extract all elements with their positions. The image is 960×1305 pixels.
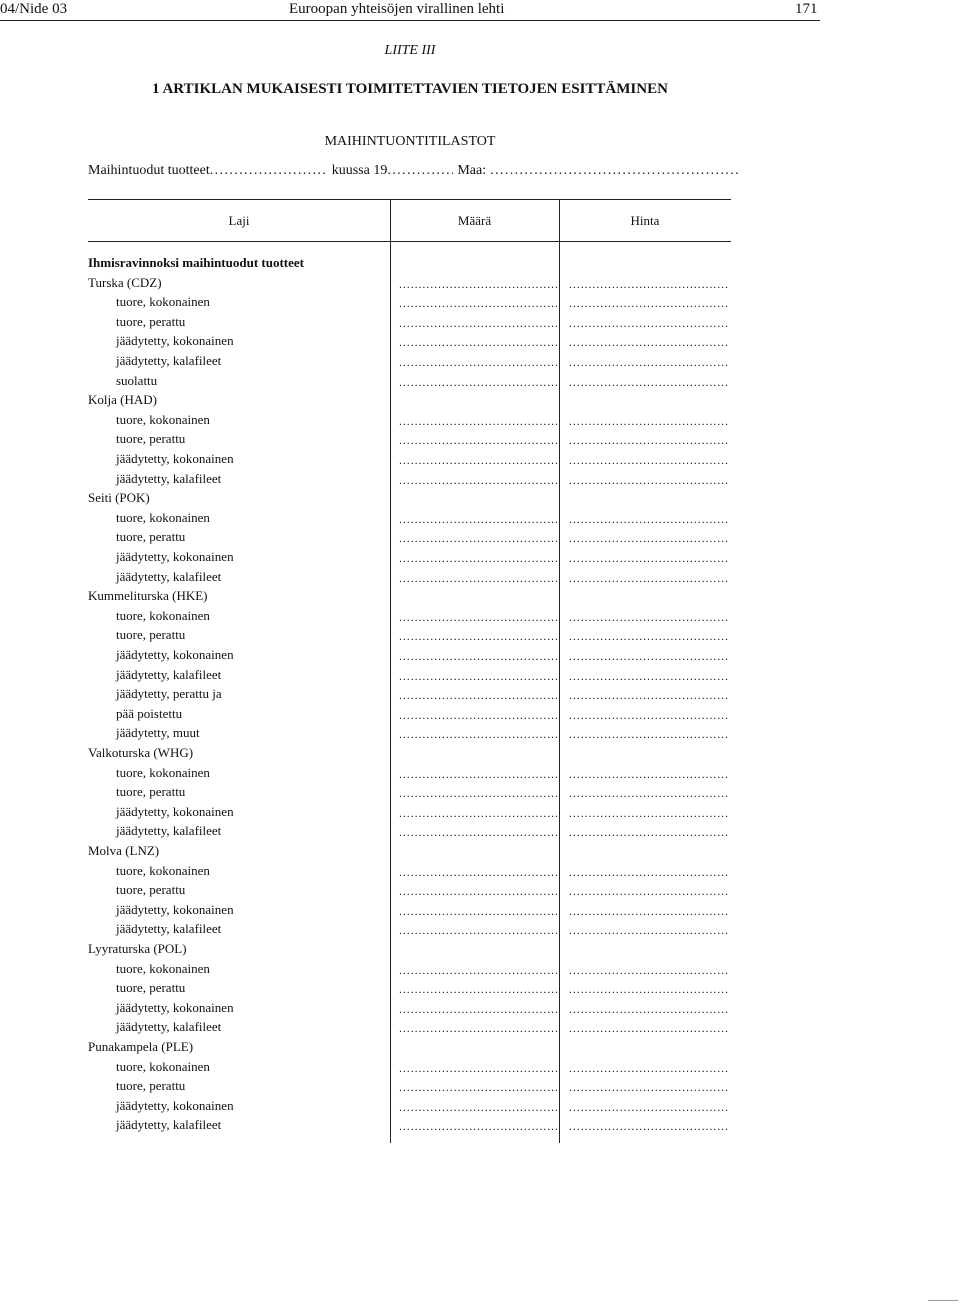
price-field[interactable] (569, 865, 729, 879)
document-subtitle: MAIHINTUONTITILASTOT (324, 134, 496, 149)
page-mark (928, 1300, 958, 1301)
quantity-field[interactable] (399, 551, 557, 565)
row-label: tuore, perattu (116, 529, 186, 545)
row-label: jäädytetty, muut (116, 725, 200, 741)
row-label: jäädytetty, kokonainen (116, 549, 234, 564)
quantity-field[interactable] (399, 473, 557, 487)
row-label: tuore, perattu (116, 1078, 186, 1094)
price-field[interactable] (569, 453, 729, 467)
price-field[interactable] (569, 375, 729, 389)
row-label: jäädytetty, kalafileet (116, 353, 222, 368)
quantity-field[interactable] (399, 649, 557, 663)
row-label: tuore, perattu (116, 431, 186, 447)
row-label: tuore, kokonainen (116, 764, 210, 780)
price-field[interactable] (569, 551, 729, 565)
quantity-field[interactable] (399, 296, 557, 310)
price-field[interactable] (569, 1080, 729, 1094)
price-field[interactable] (569, 512, 729, 526)
quantity-field[interactable] (399, 786, 557, 800)
price-field[interactable] (569, 1061, 729, 1075)
year-field[interactable] (387, 163, 453, 179)
quantity-field[interactable] (399, 669, 557, 683)
column-header-maara: Määrä (457, 213, 492, 228)
quantity-field[interactable] (399, 884, 557, 898)
quantity-field[interactable] (399, 1080, 557, 1094)
quantity-field[interactable] (399, 865, 557, 879)
price-field[interactable] (569, 923, 729, 937)
row-label: jäädytetty, kokonainen (116, 647, 234, 662)
quantity-field[interactable] (399, 571, 557, 585)
row-label: tuore, perattu (116, 313, 186, 329)
price-field[interactable] (569, 806, 729, 820)
species-label: Punakampela (PLE) (88, 1039, 194, 1054)
row-label: jäädytetty, kokonainen (116, 901, 234, 917)
quantity-field[interactable] (399, 904, 557, 918)
price-field[interactable] (569, 708, 729, 722)
table-header-rule (88, 241, 731, 242)
quantity-field[interactable] (399, 1021, 557, 1035)
row-label: jäädytetty, perattu ja (116, 686, 222, 702)
price-field[interactable] (569, 296, 729, 310)
row-label: pää poistettu (116, 705, 183, 721)
price-field[interactable] (569, 649, 729, 663)
quantity-field[interactable] (399, 355, 557, 369)
products-label: Maihintuodut tuotteet (88, 163, 210, 178)
price-field[interactable] (569, 825, 729, 839)
column-divider (390, 199, 391, 1143)
price-field[interactable] (569, 669, 729, 683)
country-field[interactable] (486, 163, 738, 179)
row-label: tuore, perattu (116, 882, 186, 898)
quantity-field[interactable] (399, 531, 557, 545)
column-header-hinta: Hinta (630, 213, 660, 228)
quantity-field[interactable] (399, 727, 557, 741)
row-label: jäädytetty, kalafileet (116, 470, 222, 486)
row-label: jäädytetty, kalafileet (116, 1117, 222, 1133)
row-label: tuore, perattu (116, 980, 186, 996)
row-label: tuore, perattu (116, 627, 186, 643)
price-field[interactable] (569, 767, 729, 781)
row-label: jäädytetty, kokonainen (116, 333, 234, 349)
quantity-field[interactable] (399, 923, 557, 937)
quantity-field[interactable] (399, 433, 557, 447)
quantity-field[interactable] (399, 688, 557, 702)
month-label: kuussa 19 (331, 163, 388, 178)
price-field[interactable] (569, 1119, 729, 1133)
species-label: Lyyraturska (POL) (88, 941, 187, 956)
price-field[interactable] (569, 727, 729, 741)
row-label: tuore, perattu (116, 784, 186, 800)
quantity-field[interactable] (399, 512, 557, 526)
products-field[interactable] (210, 163, 328, 179)
page-number: 171 (795, 1, 818, 17)
price-field[interactable] (569, 355, 729, 369)
price-field[interactable] (569, 1021, 729, 1035)
annex-label: LIITE III (384, 43, 436, 58)
row-label: jäädytetty, kokonainen (116, 803, 234, 819)
quantity-field[interactable] (399, 277, 557, 291)
quantity-field[interactable] (399, 610, 557, 624)
quantity-field[interactable] (399, 316, 557, 330)
species-label: Kummeliturska (HKE) (88, 588, 208, 604)
price-field[interactable] (569, 433, 729, 447)
price-field[interactable] (569, 473, 729, 487)
row-label: jäädytetty, kokonainen (116, 999, 234, 1015)
journal-issue: 04/Nide 03 (0, 1, 68, 17)
row-label: jäädytetty, kalafileet (116, 666, 222, 682)
row-label: jäädytetty, kalafileet (116, 568, 222, 584)
price-field[interactable] (569, 982, 729, 996)
quantity-field[interactable] (399, 1100, 557, 1114)
price-field[interactable] (569, 571, 729, 585)
quantity-field[interactable] (399, 335, 557, 349)
column-header-laji: Laji (228, 213, 250, 228)
form-meta-line (88, 163, 738, 179)
country-label: Maa: (457, 163, 487, 178)
column-divider (559, 199, 560, 1143)
quantity-field[interactable] (399, 767, 557, 781)
header-rule (0, 20, 820, 21)
price-field[interactable] (569, 884, 729, 898)
price-field[interactable] (569, 1100, 729, 1114)
row-label: jäädytetty, kalafileet (116, 921, 222, 937)
price-field[interactable] (569, 904, 729, 918)
price-field[interactable] (569, 414, 729, 428)
price-field[interactable] (569, 610, 729, 624)
price-field[interactable] (569, 629, 729, 643)
species-label: Seiti (POK) (88, 490, 150, 506)
price-field[interactable] (569, 277, 729, 291)
quantity-field[interactable] (399, 963, 557, 977)
species-label: Valkoturska (WHG) (88, 745, 194, 760)
species-label: Molva (LNZ) (88, 843, 160, 858)
row-label: tuore, kokonainen (116, 862, 210, 878)
species-label: Kolja (HAD) (88, 392, 157, 408)
price-field[interactable] (569, 1002, 729, 1016)
price-field[interactable] (569, 963, 729, 977)
row-label: suolattu (116, 372, 158, 388)
row-label: tuore, kokonainen (116, 1058, 210, 1074)
quantity-field[interactable] (399, 629, 557, 643)
quantity-field[interactable] (399, 1002, 557, 1016)
document-title: 1 ARTIKLAN MUKAISESTI TOIMITETTAVIEN TIETOJEN ESITTÄMINEN (152, 81, 668, 97)
quantity-field[interactable] (399, 1119, 557, 1133)
price-field[interactable] (569, 688, 729, 702)
table-top-rule (88, 199, 731, 200)
species-label: Turska (CDZ) (88, 274, 162, 290)
price-field[interactable] (569, 316, 729, 330)
quantity-field[interactable] (399, 453, 557, 467)
row-label: jäädytetty, kalafileet (116, 1019, 222, 1035)
row-label: tuore, kokonainen (116, 960, 210, 976)
price-field[interactable] (569, 786, 729, 800)
quantity-field[interactable] (399, 1061, 557, 1075)
row-label: tuore, kokonainen (116, 607, 210, 623)
quantity-field[interactable] (399, 708, 557, 722)
price-field[interactable] (569, 335, 729, 349)
row-label: jäädytetty, kokonainen (116, 451, 234, 466)
quantity-field[interactable] (399, 806, 557, 820)
row-label: tuore, kokonainen (116, 294, 210, 310)
row-label: jäädytetty, kalafileet (116, 823, 222, 839)
row-label: tuore, kokonainen (116, 411, 210, 427)
quantity-field[interactable] (399, 982, 557, 996)
quantity-field[interactable] (399, 825, 557, 839)
row-label: tuore, kokonainen (116, 509, 210, 525)
quantity-field[interactable] (399, 414, 557, 428)
section-label: Ihmisravinnoksi maihintuodut tuotteet (88, 255, 304, 270)
row-label: jäädytetty, kokonainen (116, 1097, 234, 1113)
quantity-field[interactable] (399, 375, 557, 389)
price-field[interactable] (569, 531, 729, 545)
journal-title: Euroopan yhteisöjen virallinen lehti (289, 1, 505, 17)
